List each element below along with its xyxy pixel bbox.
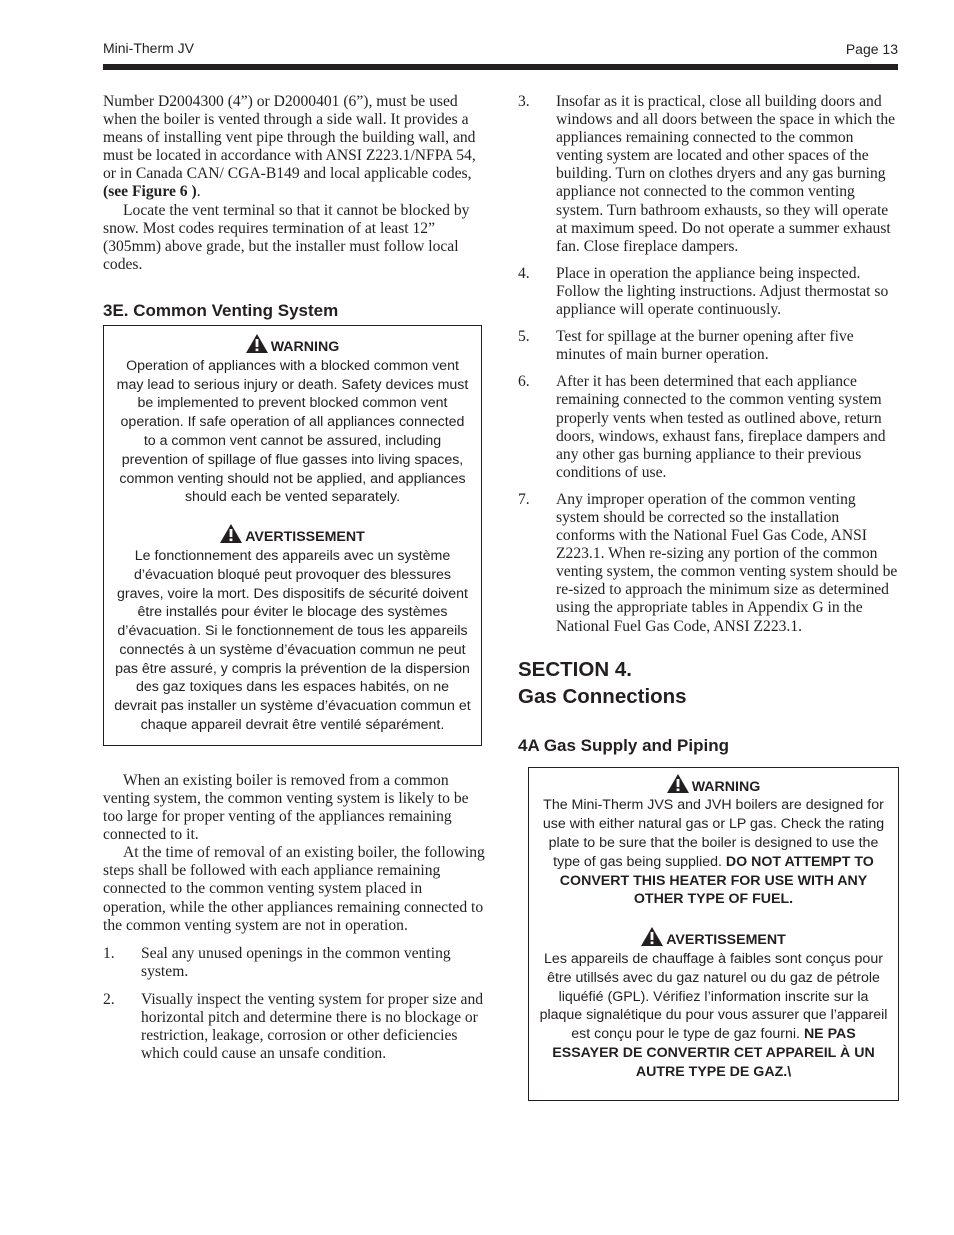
step-number: 5. xyxy=(518,328,530,346)
step-text: Insofar as it is practical, close all building doors and windows and all doors between the space in which the appliances remaining connected to the common venting system are located and other spaces of the building. Turn on clothes dryers and any gas burning appliance not connected to the common venting system. Turn bathroom exhausts, so they will operate at maximum speed. Do not operate a summer exhaust fan. Close fireplace dampers. xyxy=(556,93,896,255)
warning-heading xyxy=(537,774,890,797)
list-item xyxy=(518,93,900,256)
figure-reference: (see Figure 6 ) xyxy=(103,183,197,201)
list-item xyxy=(518,373,900,482)
page-number: Page 13 xyxy=(845,41,898,57)
warning-body: The Mini-Therm JVS and JVH boilers are designed for use with either natural gas or LP gas. Check the rating plate to be sure that the boiler is designed to use the type of gas being supplied. xyxy=(542,797,885,870)
venting-steps-list-left xyxy=(103,945,485,1064)
avertissement-heading xyxy=(537,927,890,950)
section-title xyxy=(518,656,900,711)
step-text: Visually inspect the venting system for proper size and horizontal pitch and determine there is no blockage or restriction, leakage, corrosion or other deficiencies which could cause an unsafe condition. xyxy=(141,990,484,1063)
list-item xyxy=(518,265,900,319)
warning-triangle-icon xyxy=(641,927,663,946)
step-text: Seal any unused openings in the common venting system. xyxy=(141,944,451,980)
step-number: 1. xyxy=(103,944,115,962)
section-name: Gas Connections xyxy=(518,685,687,709)
avertissement-text xyxy=(537,950,890,1082)
warning-triangle-icon xyxy=(667,774,689,793)
avertissement-title: AVERTISSEMENT xyxy=(666,932,786,949)
step-number: 6. xyxy=(518,373,530,391)
boiler-removed-paragraph: When an existing boiler is removed from a common venting system, the common venting system is likely to be too large for proper venting of the appliances remaining connected to it. xyxy=(103,771,469,844)
step-number: 3. xyxy=(518,93,530,110)
intro-ref-tail: . xyxy=(196,183,201,201)
avertissement-heading xyxy=(114,524,471,547)
step-text: After it has been determined that each appliance remaining connected to the common venting system properly vents when tested as outlined above, return doors, windows, exhaust fans, fireplace dampers and any other gas burning appliance to their previous conditions of use. xyxy=(556,373,886,481)
step-text: Any improper operation of the common venting system should be corrected so the installation conforms with the National Fuel Gas Code, ANSI Z223.1. When re-sizing any portion of the common venting system, the common venting system should be re-sized to approach the minimum size as determined using the appropriate tables in Appendix G in the National Fuel Gas Code, ANSI Z223.1. xyxy=(556,490,898,635)
step-number: 4. xyxy=(518,264,530,282)
heading-common-venting: 3E. Common Venting System xyxy=(103,300,339,320)
locate-vent-paragraph: Locate the vent terminal so that it cannot be blocked by snow. Most codes requires termination of at least 12” (305mm) above grade, but the installer must follow local codes. xyxy=(103,201,470,273)
running-header-title: Mini-Therm JV xyxy=(103,40,195,56)
avertissement-title: AVERTISSEMENT xyxy=(245,529,365,546)
warning-title: WARNING xyxy=(270,338,340,355)
venting-steps-list-right xyxy=(518,93,900,636)
avertissement-bold-text: NE PAS ESSAYER DE CONVERTIR CET APPAREIL À UN AUTRE TYPE DE GAZ.\ xyxy=(552,1026,875,1080)
warning-title: WARNING xyxy=(691,778,761,795)
list-item xyxy=(518,491,900,636)
header-rule xyxy=(103,64,898,70)
list-item xyxy=(103,991,485,1063)
warning-triangle-icon xyxy=(220,524,242,543)
warning-triangle-icon xyxy=(246,334,268,353)
step-text: Test for spillage at the burner opening after five minutes of main burner operation. xyxy=(556,328,854,364)
right-column xyxy=(518,93,900,1101)
avertissement-text: Le fonctionnement des appareils avec un système d’évacuation bloqué peut provoquer des blessures graves, voire la mort. Des dispositifs de sécurité doivent être installés pour éviter le blocage des systèmes d’évacuation. Si le fonctionnement de tous les appareils connectés à un système d’évacuation commun ne peut pas être assuré, y compris la prévention de la dispersion des gaz toxiques dans les espaces habités, on ne devrait pas installer un système d’évacuation commun et chaque appareil devrait être ventilé séparément. xyxy=(114,547,471,734)
step-number: 2. xyxy=(103,990,115,1008)
heading-gas-supply: 4A Gas Supply and Piping xyxy=(518,735,729,755)
list-item xyxy=(103,945,485,981)
step-text: Place in operation the appliance being inspected. Follow the lighting instructions. Adjust thermostat so appliance will operate continuously. xyxy=(556,264,889,319)
gas-supply-warning-box xyxy=(528,767,899,1101)
left-column xyxy=(103,93,485,1063)
list-item xyxy=(518,328,900,364)
intro-paragraph xyxy=(103,93,485,202)
step-number: 7. xyxy=(518,490,530,508)
section-number: SECTION 4. xyxy=(518,657,632,681)
removal-steps-paragraph: At the time of removal of an existing boiler, the following steps shall be followed with each appliance remaining connected to the common venting system placed in operation, while the other appliances remaining connected to the common venting system are not in operation. xyxy=(103,844,485,934)
intro-text: Number D2004300 (4”) or D2000401 (6”), must be used when the boiler is vented through a side wall. It provides a means of installing vent pipe through the building wall, and must be located in accordance with ANSI Z223.1/NFPA 54, or in Canada CAN/ CGA-B149 and local applicable codes, xyxy=(103,93,476,183)
warning-text xyxy=(537,796,890,909)
warning-bold-text: DO NOT ATTEMPT TO CONVERT THIS HEATER FOR USE WITH ANY OTHER TYPE OF FUEL. xyxy=(559,853,874,908)
warning-text: Operation of appliances with a blocked common vent may lead to serious injury or death. Safety devices must be implemented to prevent blocked common vent operation. If safe operation of all appliances connected to a common vent cannot be assured, including prevention of spillage of flue gasses into living spaces, common venting should not be applied, and appliances should each be vented separately. xyxy=(116,357,469,506)
avertissement-body: Les appareils de chauffage à faibles sont conçus pour être utillsés avec du gaz naturel ou du gaz de pétrole liquéfié (GPL). Vérifiez l’information inscrite sur la plaque signalétique du pour vous assurer que l’appareil est conçu pour le type de gaz fourni. xyxy=(539,951,888,1043)
warning-heading xyxy=(114,334,471,357)
common-vent-warning-box xyxy=(103,325,482,746)
